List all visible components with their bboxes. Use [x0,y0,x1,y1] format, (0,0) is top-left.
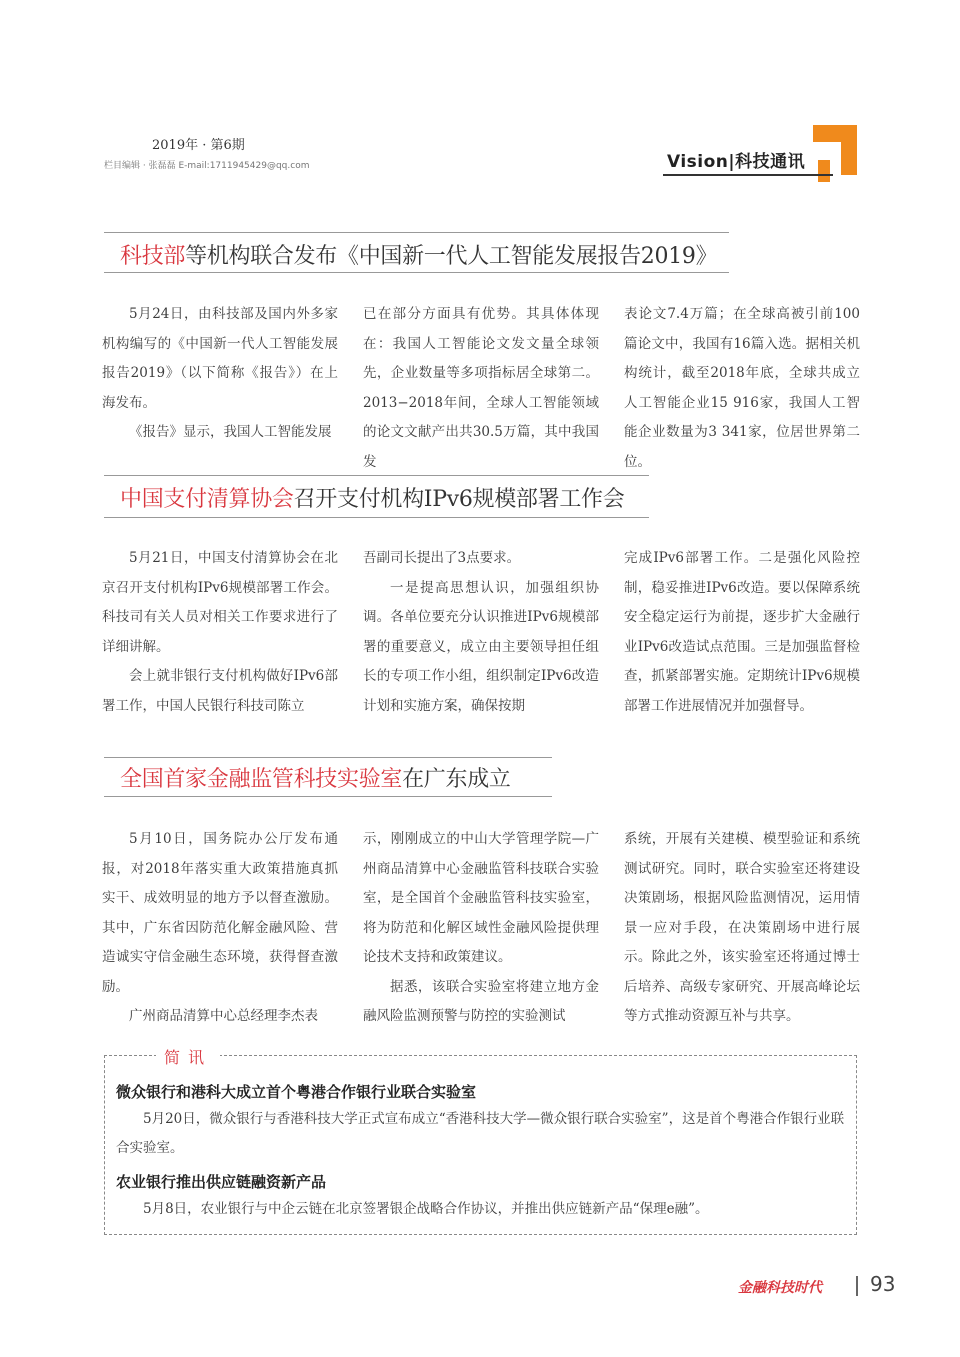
article-column-1 [102,300,338,448]
headline-text: 召开支付机构IPv6规模部署工作会 [293,487,625,512]
editor-credit: 栏目编辑 · 张磊磊 E-mail:1711945429@qq.com [104,161,310,171]
section-masthead: Vision|科技通讯 [667,152,806,172]
masthead-decor-bar [818,160,830,182]
brief-text [116,1195,846,1224]
paragraph: 据悉，该联合实验室将建立地方金融风险监测预警与防控的实验测试 [363,978,599,1024]
headline-rule-bottom [104,796,552,797]
paragraph: 示，刚刚成立的中山大学管理学院—广州商品清算中心金融监管科技联合实验室，是全国首个金融监管科技实验室，将为防范和化解区域性金融风险提供理论技术支持和政策建议。 [363,831,599,965]
article-headline [120,239,717,270]
article-column-3 [624,544,860,721]
footer-brand: 金融科技时代 [738,1280,822,1296]
article-column-2 [363,544,599,721]
paragraph: 5月21日，中国支付清算协会在北京召开支付机构IPv6规模部署工作会。科技司有关人员对相关工作要求进行了详细讲解。 [102,550,338,655]
article-column-2 [363,825,599,1032]
headline-highlight: 中国支付清算协会 [120,487,294,512]
headline-text: 等机构联合发布《中国新一代人工智能发展报告2019》 [185,244,718,269]
paragraph: 一是提高思想认识，加强组织协调。各单位要充分认识推进IPv6规模部署的重要意义，成立由主要领导担任组长的专项工作小组，组织制定IPv6改造计划和实施方案，确保按期 [363,579,599,714]
headline-rule-bottom [104,517,649,518]
masthead-underline [663,174,833,176]
brief-title: 农业银行推出供应链融资新产品 [116,1173,327,1191]
article-headline [120,482,624,513]
paragraph: 《报告》显示，我国人工智能发展 [129,424,332,440]
paragraph: 吾副司长提出了3点要求。 [363,550,521,566]
article-column-1 [102,544,338,721]
briefs-label: 简讯 [156,1045,220,1068]
footer-separator [856,1276,858,1296]
page-number: 93 [870,1272,896,1296]
article-column-3 [624,300,860,477]
paragraph: 完成IPv6部署工作。二是强化风险控制，稳妥推进IPv6改造。要以保障系统安全稳定运行为前提，逐步扩大金融行业IPv6改造试点范围。三是加强监督检查，抓紧部署实施。定期统计IPv6规模部署工作进展情况并加强督导。 [624,550,860,714]
issue-label: 2019年 · 第6期 [152,138,245,153]
paragraph: 5月20日，微众银行与香港科技大学正式宣布成立“香港科技大学—微众银行联合实验室”，这是首个粤港合作银行业联合实验室。 [116,1111,845,1156]
headline-rule-top [104,757,552,758]
paragraph: 5月8日，农业银行与中企云链在北京签署银企战略合作协议，并推出供应链新产品“保理e融”。 [143,1201,709,1217]
article-column-2 [363,300,599,477]
paragraph: 5月10日，国务院办公厅发布通报，对2018年落实重大政策措施真抓实干、成效明显的地方予以督查激励。其中，广东省因防范化解金融风险、营造诚实守信金融生态环境，获得督查激励。 [102,831,338,995]
paragraph: 系统，开展有关建模、模型验证和系统测试研究。同时，联合实验室还将建设决策剧场，根据风险监测情况，运用情景一应对手段，在决策剧场中进行展示。除此之外，该实验室还将通过博士后培养、高级专家研究、开展高峰论坛等方式推动资源互补与共享。 [624,831,860,1024]
paragraph: 5月24日，由科技部及国内外多家机构编写的《中国新一代人工智能发展报告2019》（以下简称《报告》）在上海发布。 [102,306,338,411]
article-headline [120,762,511,793]
headline-rule-top [104,232,729,233]
article-column-1 [102,825,338,1032]
headline-highlight: 全国首家金融监管科技实验室 [120,767,403,792]
paragraph: 广州商品清算中心总经理李杰表 [129,1008,318,1024]
paragraph: 表论文7.4万篇；在全球高被引前100篇论文中，我国有16篇入选。据相关机构统计，截至2018年底，全球共成立人工智能企业15 916家，我国人工智能企业数量为3 341家，位居世界第二位。 [624,306,860,470]
paragraph: 会上就非银行支付机构做好IPv6部署工作，中国人民银行科技司陈立 [102,668,338,714]
headline-text: 在广东成立 [402,767,511,792]
headline-highlight: 科技部 [120,244,186,269]
paragraph: 已在部分方面具有优势。其具体体现在：我国人工智能论文发文量全球领先，企业数量等多项指标居全球第二。2013−2018年间，全球人工智能领域的论文文献产出共30.5万篇，其中我国发 [363,306,599,470]
headline-rule-top [104,475,649,476]
brief-title: 微众银行和港科大成立首个粤港合作银行业联合实验室 [116,1083,477,1101]
brief-text [116,1105,846,1163]
article-column-3 [624,825,860,1032]
headline-rule-bottom [104,272,729,273]
